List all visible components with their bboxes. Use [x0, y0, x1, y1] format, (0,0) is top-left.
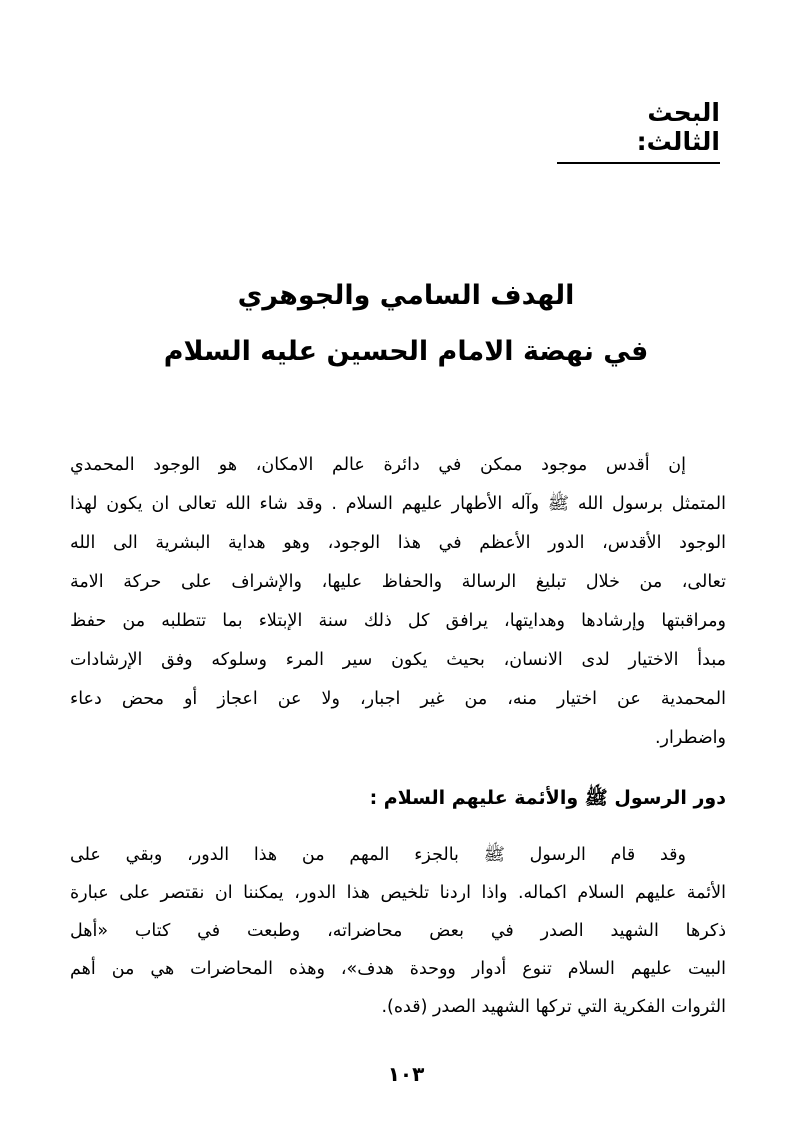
- text-line: تعالى، من خلال تبليغ الرسالة والحفاظ عليها، والإشراف على حركة الامة: [70, 572, 726, 592]
- text-line: واضطرار.: [654, 728, 726, 748]
- text-line: إن أقدس موجود ممكن في دائرة عالم الامكان، هو الوجود المحمدي: [70, 455, 686, 475]
- chapter-title-line-2: في نهضة الامام الحسين عليه السلام: [163, 336, 649, 367]
- text-line: مبدأ الاختيار لدى الانسان، بحيث يكون سير المرء وسلوكه وفق الإرشادات: [70, 650, 726, 670]
- text-line: الثروات الفكرية التي تركها الشهيد الصدر (قده).: [381, 997, 726, 1017]
- text-line: الوجود الأقدس، الدور الأعظم في هذا الوجود، وهو هداية البشرية الى الله: [70, 533, 726, 553]
- text-line: ذكرها الشهيد الصدر في بعض محاضراته، وطبعت في كتاب «أهل: [70, 921, 726, 941]
- text-line: المتمثل برسول الله ﷺ وآله الأطهار عليهم السلام . وقد شاء الله تعالى ان يكون لهذا: [70, 494, 726, 514]
- text-line: ومراقبتها وإرشادها وهدايتها، يرافق كل ذلك سنة الإبتلاء بما تتطلبه من حفظ: [70, 611, 726, 631]
- section-label: البحث الثالث:: [557, 98, 720, 164]
- text-line: وقد قام الرسول ﷺ بالجزء المهم من هذا الدور، وبقي على: [70, 845, 686, 865]
- chapter-title-line-1: الهدف السامي والجوهري: [237, 280, 575, 311]
- page-number: ١٠٣: [387, 1062, 425, 1086]
- text-line: البيت عليهم السلام تنوع أدوار ووحدة هدف»، وهذه المحاضرات هي من أهم: [70, 959, 726, 979]
- text-line: الأئمة عليهم السلام اكماله. واذا اردنا تلخيص هذا الدور، يمكننا ان نقتصر على عبارة: [70, 883, 726, 903]
- text-line: المحمدية عن اختيار منه، من غير اجبار، ولا عن اعجاز أو محض دعاء: [70, 689, 726, 709]
- subheading: دور الرسول ﷺ والأئمة عليهم السلام :: [369, 787, 726, 809]
